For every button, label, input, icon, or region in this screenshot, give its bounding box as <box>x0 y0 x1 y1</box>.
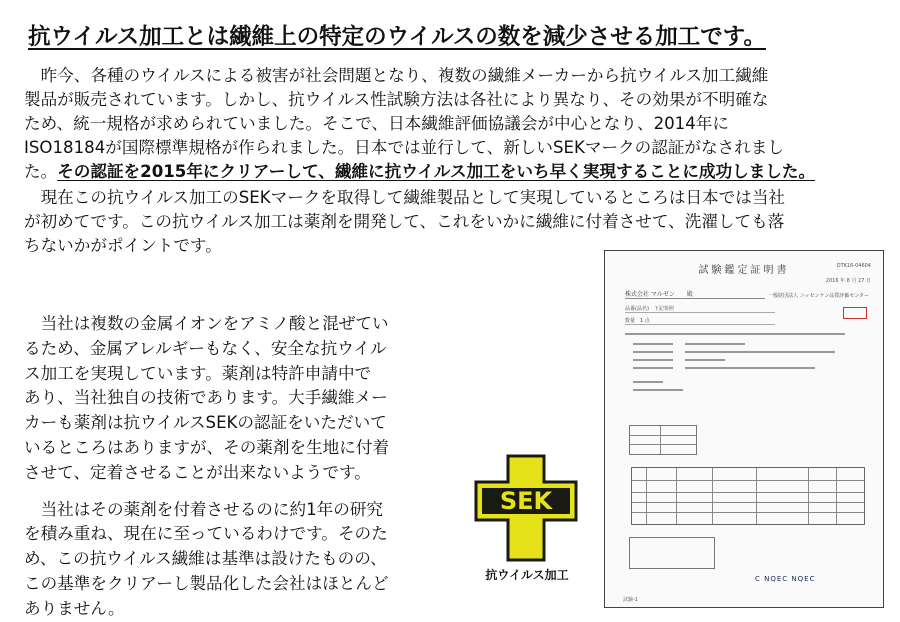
text-line: ス加工を実現しています。薬剤は特許申請中で <box>24 363 372 383</box>
certificate-signature: C NQEC NQEC <box>755 575 816 583</box>
text-line: この基準をクリアーし製品化した会社はほとんど <box>24 573 389 593</box>
certificate-issuer: 一般財団法人 ニッセンケン品質評価センター <box>768 293 869 299</box>
text-line: いるところはありますが、その薬剤を生地に付着 <box>24 437 390 457</box>
text-line: ため、統一規格が求められていました。そこで、日本繊維評価協議会が中心となり、2014年に <box>24 114 729 133</box>
text-line: るため、金属アレルギーもなく、安全な抗ウイル <box>24 338 387 358</box>
certificate-body-lines <box>625 333 865 406</box>
text-line: カーも薬剤は抗ウイルスSEKの認証をいただいて <box>24 413 387 433</box>
text-line: め、この抗ウイルス繊維は基準は設けたものの、 <box>24 549 387 569</box>
certificate-text-placeholder <box>625 333 865 403</box>
certificate-title: 試験鑑定証明書 <box>698 265 790 276</box>
certificate-notes-box <box>629 537 715 569</box>
text-line: させて、定着させることが出来ないようです。 <box>24 462 371 482</box>
certificate-row: 数量 1 点 <box>625 317 775 325</box>
text-fragment: ISO18184が国際標準規格が作られました。日本では並行して、新しいSEKマークの認証がなされまし <box>24 138 784 157</box>
certificate-row: 品番(品名) 下記参照 <box>625 305 775 313</box>
text-line: ありません。 <box>24 598 125 618</box>
text-line <box>24 160 876 184</box>
text-line: あり、当社独自の技術であります。大手繊維メー <box>24 388 388 408</box>
sek-paragraph <box>24 186 876 258</box>
text-line: 現在この抗ウイルス加工のSEKマークを取得して繊維製品として実現しているところは日本では当社 <box>24 188 786 207</box>
text-line: が初めてです。この抗ウイルス加工は薬剤を開発して、これをいかに繊維に付着させて、洗濯しても落 <box>24 212 785 231</box>
certificate-stamp <box>843 307 867 319</box>
page-title: 抗ウイルス加工とは繊維上の特定のウイルスの数を減少させる加工です。 <box>28 24 767 50</box>
text-line: 当社は複数の金属イオンをアミノ酸と混ぜてい <box>24 314 389 333</box>
certificate-number: DTK16-04604 <box>836 263 871 269</box>
text-line <box>24 136 876 160</box>
text-line: 当社はその薬剤を付着させるのに約1年の研究 <box>24 499 384 519</box>
certificate-small-table <box>629 425 697 455</box>
text-line: 昨今、各種のウイルスによる被害が社会問題となり、複数の繊維メーカーから抗ウイルス加工繊維 <box>24 66 769 85</box>
certificate-results-table <box>631 467 865 525</box>
certificate-addressee: 株式会社 マルゼン 殿 <box>625 289 765 299</box>
method-section <box>24 312 444 622</box>
certificate-date: 2016 年 8 月 27 日 <box>825 278 871 284</box>
text-line: ちないかがポイントです。 <box>24 236 222 255</box>
spacer <box>24 486 444 498</box>
certificate-page-number: 試験-1 <box>623 597 638 603</box>
intro-paragraph <box>24 64 876 184</box>
sek-mark-text: SEK <box>499 487 553 515</box>
sek-caption: 抗ウイルス加工 <box>485 568 569 582</box>
text-line: を積み重ね、現在に至っているわけです。そのた <box>24 524 388 544</box>
sek-mark-graphic <box>472 452 580 564</box>
test-certificate <box>604 250 884 608</box>
certification-highlight: その認証を2015年にクリアーして、繊維に抗ウイルス加工をいち早く実現することに成功しました。 <box>57 162 816 181</box>
text-line: 製品が販売されています。しかし、抗ウイルス性試験方法は各社により異なり、その効果が不明確な <box>24 90 769 109</box>
text-fragment: た。 <box>24 162 58 181</box>
